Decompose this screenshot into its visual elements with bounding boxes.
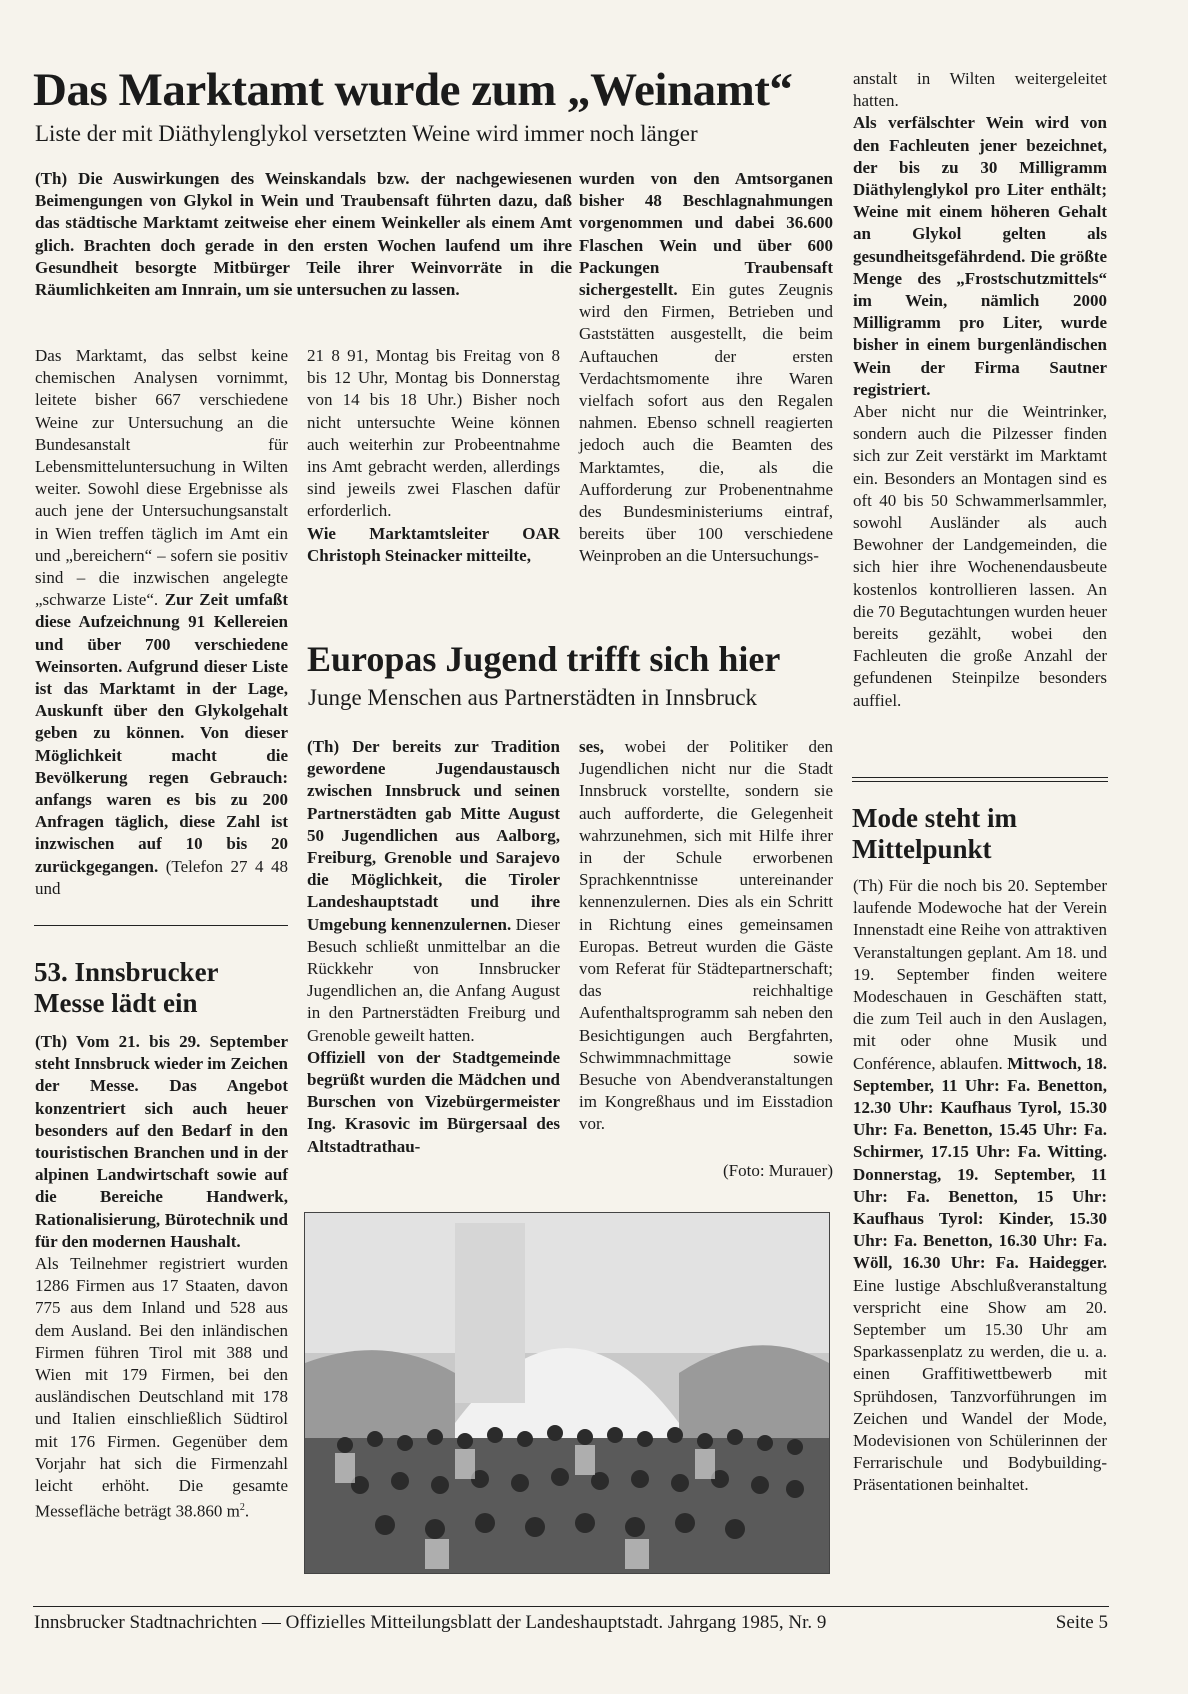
mode-body-bold: Mittwoch, 18. September, 11 Uhr: Fa. Benetton, 12.30 Uhr: Kaufhaus Tyrol, 15.30 Uhr: Fa. Benetton, 15.45 Uhr: Fa. Schirmer, 17.15 Uhr: Fa. Witting. Donnerstag, 19. September, 11 Uhr: Fa. Benetton, 15 Uhr: Kaufhaus Tyrol: Kinder, 15.30 Uhr: Fa. Benetton, 16.30 Uhr: Fa. Wöll, 16.30 Uhr: Fa. Haidegger. xyxy=(853,1053,1107,1273)
messe-rule xyxy=(34,925,288,926)
main-col4-bold: Als verfälschter Wein wird von den Fachleuten jener bezeichnet, der bis zu 30 Milligramm Diäthylenglykol pro Liter enthält; Weine mit einem höheren Gehalt an Glykol gelten als gesundheitsgefährdend. Die größte Menge des „Frostschutzmittels“ im Wein, nämlich 2000 Milligramm pro Liter, wurde bisher in einem burgenländischen Wein der Firma Sautner registriert. xyxy=(853,113,1107,399)
main-col2 xyxy=(307,345,560,567)
main-col2-normal: 21 8 91, Montag bis Freitag von 8 bis 12 Uhr, Montag bis Donnerstag von 14 bis 18 Uhr.) Bisher noch nicht untersuchte Weine können auch weiterhin zur Probeentnahme ins Amt gebracht werden, allerdings sind jeweils zwei Flaschen dafür erforderlich. xyxy=(307,346,560,521)
messe-headline: 53. Innsbrucker Messe lädt ein xyxy=(34,957,219,1018)
main-col1-normal: Das Marktamt, das selbst keine chemischen Analysen vornimmt, leitete bisher 667 verschiedene Weine zur Untersuchung an die Bundesanstalt für Lebensmitteluntersuchung in Wilten weiter. Sowohl diese Ergebnisse als auch jene der Untersuchungsanstalt in Wien treffen täglich im Amt ein und „bereichern“ – sofern sie positiv sind – die inzwischen angelegte „schwarze Liste“. xyxy=(35,346,288,610)
main-col4 xyxy=(853,68,1107,712)
mode-body-end: Eine lustige Abschlußveranstaltung verspricht eine Show am 20. September um 15.30 Uhr am Sparkassenplatz zu werden, die u. a. einen Graffitiwettbewerb mit Sprühdosen, Tanzvorführungen im Zeichen und Wandel der Mode, Modevisionen von Schülerinnen der Ferrarischule und Bodybuilding-Präsentationen beinhaltet. xyxy=(853,1275,1107,1495)
group-photo-image xyxy=(305,1213,829,1573)
footer-publication: Innsbrucker Stadtnachrichten — Offizielles Mitteilungsblatt der Landeshauptstadt. Jahrgang 1985, Nr. 9 xyxy=(34,1612,827,1633)
footer-rule xyxy=(33,1606,1109,1607)
photo-credit: (Foto: Murauer) xyxy=(722,1161,833,1180)
europe-col-a-bold: (Th) Der bereits zur Tradition gewordene Jugendaustausch zwischen Innsbruck und seinen Partnerstädten gab Mitte August 50 Jugendlichen aus Aalborg, Freiburg, Grenoble und Sarajevo die Möglichkeit, die Tiroler Landeshauptstadt und ihre Umgebung kennenzulernen. xyxy=(307,737,560,934)
mode-body xyxy=(853,875,1107,1497)
main-subheadline: Liste der mit Diäthylenglykol versetzten Weine wird immer noch länger xyxy=(35,121,698,146)
main-col3 xyxy=(579,168,833,568)
main-lead: (Th) Die Auswirkungen des Weinskandals bzw. der nachgewiesenen Beimengungen von Glykol in Wein und Traubensaft führten dazu, daß das städtische Marktamt zeitweise eher einem Weinkeller als einem Amt glich. Brachten doch gerade in den ersten Wochen laufend um ihre Gesundheit besorgte Mitbürger Teile ihrer Weinvorräte in die Räumlichkeiten am Innrain, um sie untersuchen zu lassen. xyxy=(35,169,572,300)
europe-headline: Europas Jugend trifft sich hier xyxy=(307,639,781,679)
europe-col-a-normal: Dieser Besuch schließt unmittelbar an die Rückkehr von Innsbrucker Jugendlichen an, die Anfang August in den Partnerstädten Freiburg und Grenoble geweilt hatten. xyxy=(307,914,560,1045)
messe-body-normal: Als Teilnehmer registriert wurden 1286 Firmen aus 17 Staaten, davon 775 aus dem Inland und 528 aus dem Ausland. Bei den inländischen Firmen führen Tirol mit 388 und Wien mit 179 Firmen, bei den ausländischen Deutschland mit 178 und Italien einschließlich Südtirol mit 176 Firmen. Gegenüber dem Vorjahr hat sich die Firmenzahl leicht erhöht. Die gesamte Messefläche beträgt 38.860 m xyxy=(35,1254,288,1521)
europe-subheadline: Junge Menschen aus Partnerstädten in Innsbruck xyxy=(308,685,758,710)
group-photo xyxy=(304,1212,830,1574)
main-col3-bold: wurden von den Amtsorganen bisher 48 Beschlagnahmungen vorgenommen und dabei 36.600 Flaschen Wein und über 600 Packungen Traubensaft sichergestellt. xyxy=(579,169,833,300)
main-col1-bold: Zur Zeit umfaßt diese Aufzeichnung 91 Kellereien und über 700 verschiedene Weinsorten. Aufgrund dieser Liste ist das Marktamt in der Lage, Auskunft über den Glykolgehalt geben zu können. Von dieser Möglichkeit macht die Bevölkerung regen Gebrauch: anfangs waren es bis zu 200 Anfragen täglich, diese Zahl ist inzwischen auf 10 bis 20 zurückgegangen. xyxy=(35,590,288,876)
main-col4-end: Aber nicht nur die Weintrinker, sondern auch die Pilzesser finden sich zur Zeit verstärkt im Marktamt ein. Besonders an Montagen sind es oft 40 bis 50 Schwammerlsammler, sowohl Ausländer als auch Bewohner der Landgemeinden, die sich hier ihre Wochenendausbeute kostenlos kontrollieren lassen. An die 70 Begutachtungen wurden heuer bereits gezählt, wobei den Fachleuten die große Anzahl der gefundenen Steinpilze besonders auffiel. xyxy=(853,402,1107,710)
europe-col-a-bold2: Offiziell von der Stadtgemeinde begrüßt wurden die Mädchen und Burschen von Vizebürgermeister Ing. Krasovic im Bürgersaal des Altstadtrathau- xyxy=(307,1047,560,1156)
main-headline: Das Marktamt wurde zum „Weinamt“ xyxy=(33,64,793,116)
mode-headline: Mode steht im Mittelpunkt xyxy=(852,803,1017,864)
europe-col-a xyxy=(307,736,560,1158)
messe-sup: 2 xyxy=(239,1502,245,1514)
mode-body-normal: (Th) Für die noch bis 20. September laufende Modewoche hat der Verein Innenstadt eine Reihe von attraktiven Veranstaltungen geplant. Am 18. und 19. September finden weitere Modeschauen in Geschäften statt, die zum Teil auch in den Auslagen, mit oder ohne Musik und Conférence, ablaufen. xyxy=(853,876,1107,1073)
messe-body: (Th) Vom 21. bis 29. September steht Innsbruck wieder im Zeichen der Messe. Das Angebot konzentriert sich auch heuer besonders auf den Bedarf in den touristischen Branchen und in der alpinen Landwirtschaft sowie auf die Bereiche Handwerk, Rationalisierung, Bürotechnik und für den modernen Haushalt. Als Teilnehmer registriert wurden 1286 Firmen aus 17 Staaten, davon 775 aus dem Inland und 528 aus dem Ausland. Bei den inländischen Firmen führen Tirol mit 388 und Wien mit 179 Firmen, bei den ausländischen Deutschland mit 178 und Italien einschließlich Südtirol mit 176 Firmen. Gegenüber dem Vorjahr hat sich die Firmenzahl leicht erhöht. Die gesamte Messefläche beträgt 38.860 $m^2$. xyxy=(35,1032,288,1521)
main-col1-end: (Telefon 27 4 48 und xyxy=(35,856,288,898)
main-col3-normal: Ein gutes Zeugnis wird den Firmen, Betrieben und Gaststätten ausgestellt, die beim Auftauchen der ersten Verdachtsmomente ihre Waren vielfach sofort aus den Regalen nahmen. Ebenso schnell reagierten jedoch auch die Beamten des Marktamtes, die, als die Aufforderung zur Probenentnahme des Bundesministeriums eintraf, bereits über 100 verschiedene Weinproben an die Untersuchungs- xyxy=(579,280,833,566)
europe-col-b xyxy=(579,736,833,1136)
main-col4-start: anstalt in Wilten weitergeleitet hatten. xyxy=(853,69,1107,111)
main-col2-bold: Wie Marktamtsleiter OAR Christoph Steinacker mitteilte, xyxy=(307,523,560,565)
main-col1 xyxy=(35,345,288,900)
europe-col-b-bold: ses, xyxy=(579,737,605,756)
mode-rule xyxy=(852,777,1108,782)
messe-body-bold: (Th) Vom 21. bis 29. September steht Innsbruck wieder im Zeichen der Messe. Das Angebot konzentriert sich auch heuer besonders auf den Bedarf in den touristischen Branchen und in der alpinen Landwirtschaft sowie auf die Bereiche Handwerk, Rationalisierung, Bürotechnik und für den modernen Haushalt. xyxy=(35,1032,288,1251)
footer-page-number: Seite 5 xyxy=(1055,1612,1108,1633)
europe-col-b-normal: wobei der Politiker den Jugendlichen nicht nur die Stadt Innsbruck vorstellte, sondern sie auch aufforderte, die Gelegenheit wahrzunehmen, sich mit Hilfe ihrer in der Schule erworbenen Sprachkenntnisse untereinander kennenzulernen. Dies als ein Schritt in Richtung eines gemeinsamen Europas. Betreut wurden die Gäste vom Referat für Städtepartnerschaft; das reichhaltige Aufenthaltsprogramm sah neben den Besichtigungen auch Bergfahrten, Schwimmnachmittage sowie Besuche von Abendveranstaltungen im Kongreßhaus und im Eisstadion vor. xyxy=(579,737,833,1134)
